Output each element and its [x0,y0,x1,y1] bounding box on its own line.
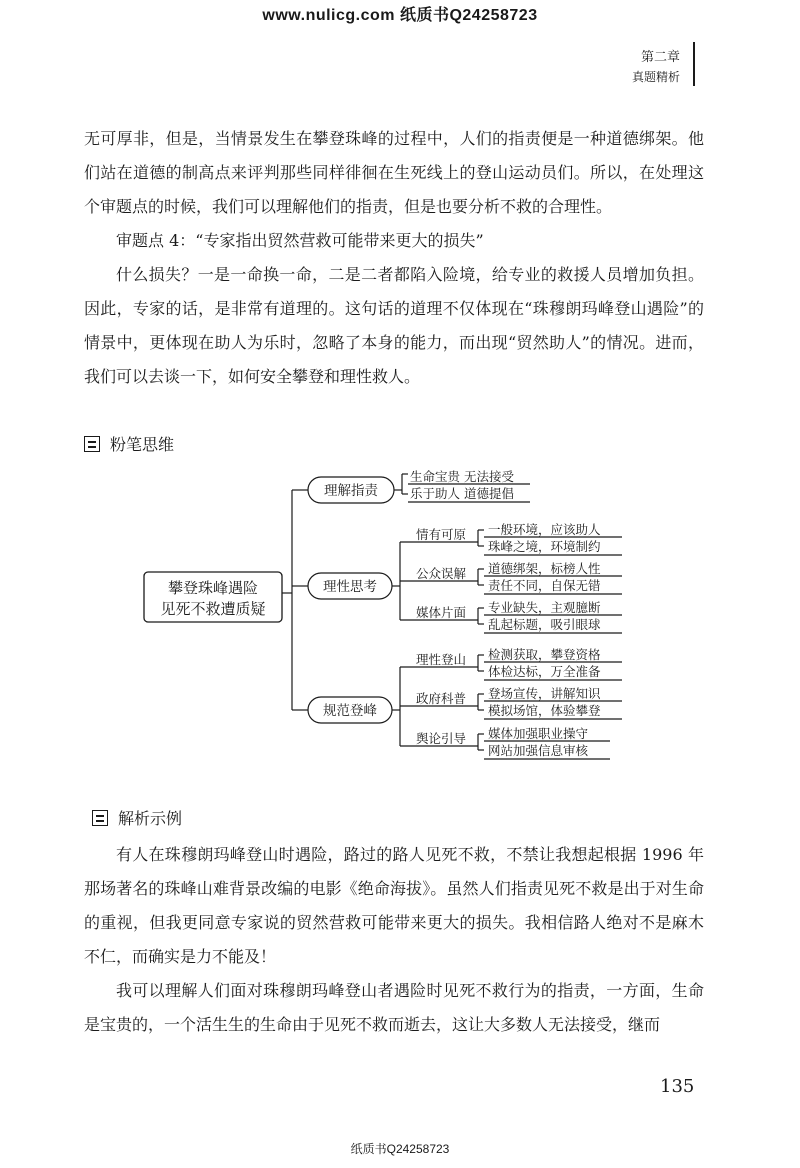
mind-map-sub: 舆论引导 [416,731,467,746]
analysis-paragraph-2: 我可以理解人们面对珠穆朗玛峰登山者遇险时见死不救行为的指责，一方面，生命是宝贵的，一个活生生的生命由于见死不救而逝去，这让大多数人无法接受，继而 [84,981,704,1034]
mind-map-root-line2: 见死不救遭质疑 [160,600,266,618]
mind-map-sub: 公众误解 [416,566,467,581]
mind-map-leaf: 登场宣传，讲解知识 [488,686,601,701]
mind-map-leaf: 乐于助人 道德提倡 [410,486,514,501]
mind-map-leaf: 责任不同，自保无错 [488,578,601,593]
paragraph-1: 无可厚非，但是，当情景发生在攀登珠峰的过程中，人们的指责便是一种道德绑架。他们站在道德的制高点来评判那些同样徘徊在生死线上的登山运动员们。所以，在处理这个审题点的时候，我们可以理解他们的指责，但是也要分析不救的合理性。 [84,129,704,216]
chapter-subtitle: 真题精析 [631,70,680,84]
branch-label-understand: 理解指责 [324,483,378,499]
mind-map-leaf: 模拟场馆，体验攀登 [488,703,601,718]
mind-map-leaf: 珠峰之境，环境制约 [488,539,601,554]
mind-map-leaf: 体检达标，万全准备 [488,664,601,679]
mind-map-leaf: 道德绑架，标榜人性 [488,561,601,576]
branch-label-rational: 理性思考 [323,579,377,595]
paragraph-2: 审题点 4：“专家指出贸然营救可能带来更大的损失” [116,231,484,250]
mindmap-section-title: 粉笔思维 [110,435,175,454]
mind-map-root-line1: 攀登珠峰遇险 [167,579,259,597]
mind-map-leaf: 专业缺失，主观臆断 [488,600,601,615]
chapter-divider [693,42,695,86]
mind-map-leaf: 生命宝贵 无法接受 [410,469,514,484]
mind-map-sub: 情有可原 [416,527,467,542]
mind-map-leaf: 乱起标题，吸引眼球 [488,617,601,632]
mind-map-leaf: 检测获取，攀登资格 [488,647,601,662]
branch-label-regulate: 规范登峰 [323,703,377,719]
paragraph-3: 什么损失？一是一命换一命，二是二者都陷入险境，给专业的救援人员增加负担。因此，专家的话，是非常有道理的。这句话的道理不仅体现在“珠穆朗玛峰登山遇险”的情景中，更体现在助人为乐时，忽略了本身的能力，而出现“贸然助人”的情况。进而，我们可以去谈一下，如何安全攀登和理性救人。 [84,265,704,386]
mind-map-leaf: 一般环境，应该助人 [488,522,601,537]
analysis-paragraph-1: 有人在珠穆朗玛峰登山时遇险，路过的路人见死不救，不禁让我想起根据 1996 年那场著名的珠峰山难背景改编的电影《绝命海拔》。虽然人们指责见死不救是出于对生命的重视，但我更同意专家说的贸然营救可能带来更大的损失。我相信路人绝对不是麻木不仁，而确实是力不能及！ [84,845,704,966]
mind-map-leaf: 媒体加强职业操守 [488,726,589,741]
page-number: 135 [660,1076,695,1097]
top-watermark: www.nulicg.com 纸质书Q24258723 [262,7,538,24]
mind-map-sub: 媒体片面 [416,605,467,620]
chapter-label: 第二章 [640,50,680,65]
analysis-section-icon [92,810,108,826]
mind-map-leaf: 网站加强信息审核 [488,743,589,758]
mind-map [0,450,800,780]
mind-map-sub: 理性登山 [416,652,467,667]
mind-map-sub: 政府科普 [416,691,467,706]
analysis-section-title: 解析示例 [118,809,183,828]
bottom-watermark: 纸质书Q24258723 [350,1142,450,1156]
